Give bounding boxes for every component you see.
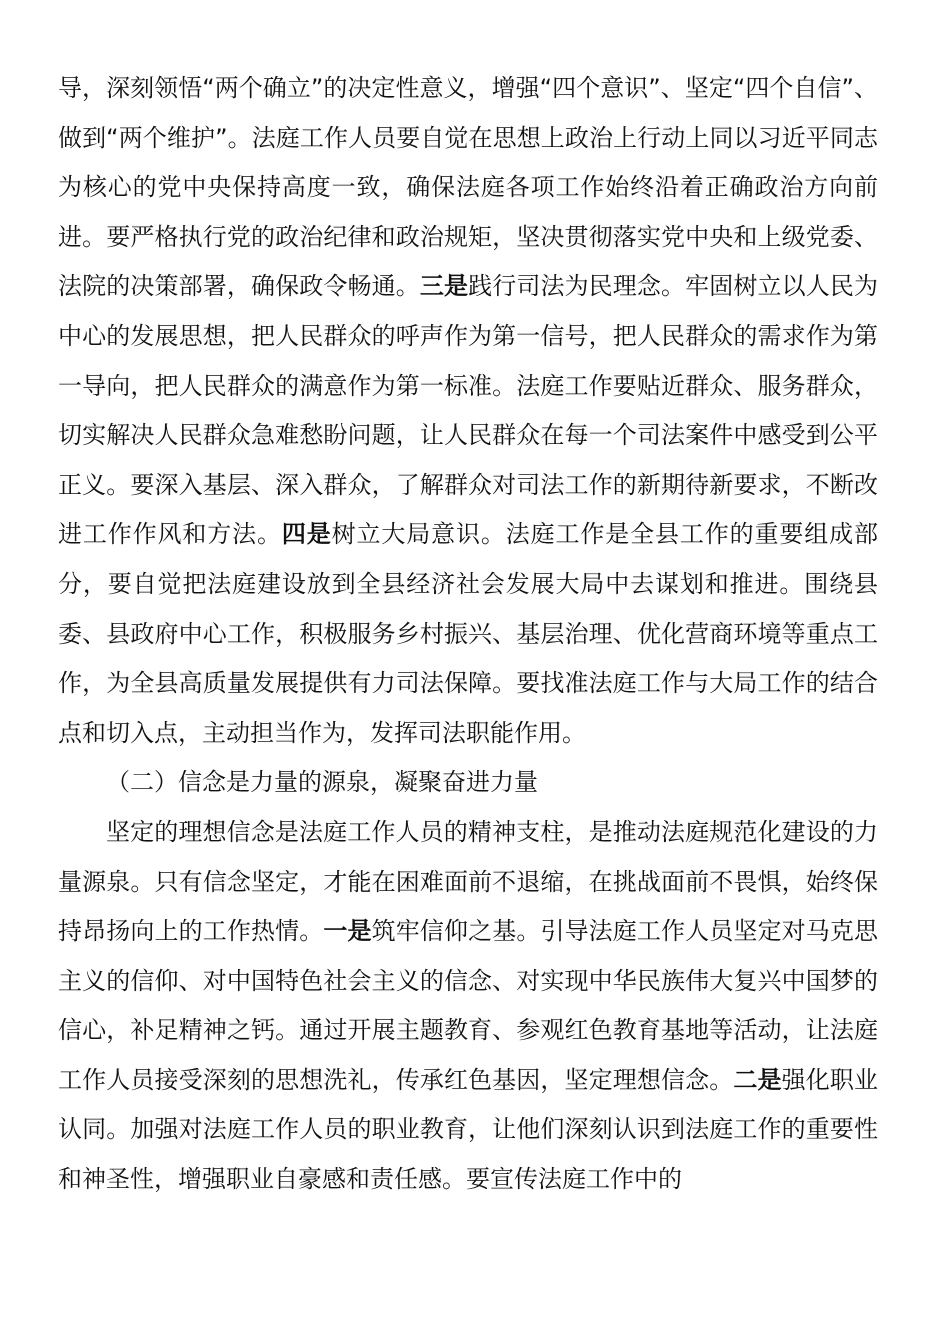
paragraph-1-text-1: 导，深刻领悟“两个确立”的决定性意义，增强“四个意识”、坚定“四个自信”、做到“两个维护”。法庭工作人员要自觉在思想上政治上行动上同以习近平同志为核心的党中央保持高度一致，确保法庭各项工作始终沿着正确政治方向前进。要严格执行党的政治纪律和政治规矩，坚决贯彻落实党中央和上级党委、法院的决策部署，确保政令畅通。 <box>58 74 878 301</box>
paragraph-3-text-2: 筑牢信仰之基。引导法庭工作人员坚定对马克思主义的信仰、对中国特色社会主义的信念、对实现中华民族伟大复兴中国梦的信心，补足精神之钙。通过开展主题教育、参观红色教育基地等活动，让法庭工作人员接受深刻的思想洗礼，传承红色基因，坚定理想信念。 <box>58 917 879 1094</box>
paragraph-3-text-1: 坚定的理想信念是法庭工作人员的精神支柱，是推动法庭规范化建设的力量源泉。只有信念坚定，才能在困难面前不退缩，在挑战面前不畏惧，始终保持昂扬向上的工作热情。 <box>58 817 878 946</box>
paragraph-3-text-3: 强化职业认同。加强对法庭工作人员的职业教育，让他们深刻认识到法庭工作的重要性和神圣性，增强职业自豪感和责任感。要宣传法庭工作中的 <box>58 1065 879 1194</box>
paragraph-1-text-2: 践行司法为民理念。牢固树立以人民为中心的发展思想，把人民群众的呼声作为第一信号，把人民群众的需求作为第一导向，把人民群众的满意作为第一标准。法庭工作要贴近群众、服务群众，切实解决人民群众急难愁盼问题，让人民群众在每一个司法案件中感受到公平正义。要深入基层、深入群众，了解群众对司法工作的新期待新要求，不断改进工作作风和方法。 <box>58 272 879 549</box>
paragraph-1-lead-si-shi: 四是 <box>281 520 332 549</box>
document-page <box>58 64 878 1205</box>
paragraph-1-lead-san-shi: 三是 <box>419 272 469 301</box>
paragraph-3-lead-yi-shi: 一是 <box>323 917 372 946</box>
section-heading-2: （二）信念是力量的源泉，凝聚奋进力量 <box>106 768 538 797</box>
paragraph-3-lead-er-shi: 二是 <box>733 1065 782 1094</box>
paragraph-1-text-3: 树立大局意识。法庭工作是全县工作的重要组成部分，要自觉把法庭建设放到全县经济社会发展大局中去谋划和推进。围绕县委、县政府中心工作，积极服务乡村振兴、基层治理、优化营商环境等重点工作，为全县高质量发展提供有力司法保障。要找准法庭工作与大局工作的结合点和切入点，主动担当作为，发挥司法职能作用。 <box>58 520 878 747</box>
paragraph-1 <box>58 64 878 758</box>
paragraph-3 <box>58 808 878 1205</box>
